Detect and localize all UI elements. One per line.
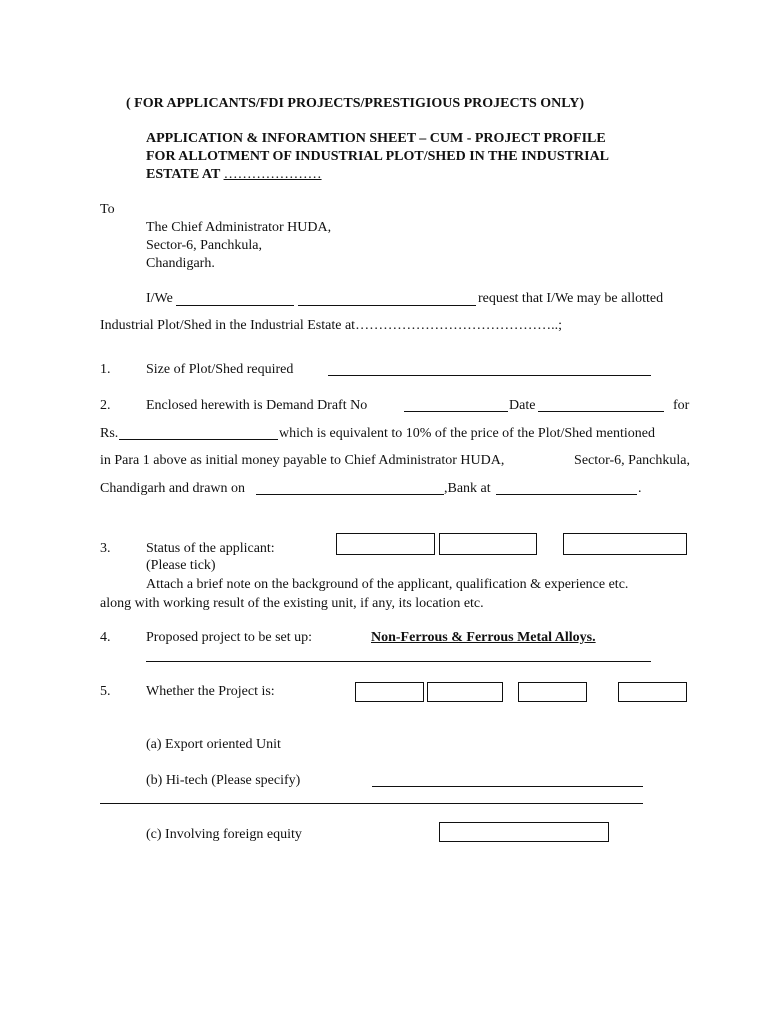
item-2-para-line	[100, 452, 690, 470]
hi-tech-specify-field[interactable]	[372, 786, 643, 787]
item-3-tick-note: (Please tick)	[146, 558, 216, 573]
item-2-date-label: Date	[509, 398, 536, 413]
item-2-drawn-on: Chandigarh and drawn on	[100, 481, 246, 496]
proposed-project-value: Non-Ferrous & Ferrous Metal Alloys.	[371, 630, 596, 645]
name-field-1[interactable]	[176, 305, 294, 306]
address-line-1: The Chief Administrator HUDA,	[146, 220, 332, 235]
request-line-2: Industrial Plot/Shed in the Industrial Estate at……………………………………..;	[100, 318, 562, 333]
item-2-text-f: in Para 1 above as initial money payable to Chief Administrator HUDA,	[100, 453, 505, 468]
item-5-export-oriented: (a) Export oriented Unit	[146, 737, 281, 752]
item-2-bank-label: ,Bank at	[444, 481, 491, 496]
item-2-text-a: Enclosed herewith is Demand Draft No	[146, 398, 368, 413]
amount-field[interactable]	[119, 439, 278, 440]
item-5-foreign-equity: (c) Involving foreign equity	[146, 827, 302, 842]
item-5-number: 5.	[100, 684, 111, 699]
project-type-checkbox-2[interactable]	[427, 682, 503, 702]
project-type-checkbox-3[interactable]	[518, 682, 587, 702]
title-line-3	[146, 166, 322, 184]
item-2-for: for	[673, 398, 690, 413]
status-checkbox-3[interactable]	[563, 533, 687, 555]
title-line-2: FOR ALLOTMENT OF INDUSTRIAL PLOT/SHED IN THE INDUSTRIAL	[146, 149, 610, 164]
estate-blank[interactable]: …………………	[223, 167, 322, 182]
item-4-number: 4.	[100, 630, 111, 645]
to-label: To	[100, 202, 115, 217]
item-3-number: 3.	[100, 541, 111, 556]
name-field-2[interactable]	[298, 305, 476, 306]
proposed-project-extra-line[interactable]	[146, 661, 651, 662]
address-line-3: Chandigarh.	[146, 256, 215, 271]
bank-field[interactable]	[496, 494, 637, 495]
request-text: request that I/We may be allotted	[478, 291, 664, 306]
item-1-label: Size of Plot/Shed required	[146, 362, 294, 377]
item-2-period: .	[638, 481, 642, 496]
hi-tech-specify-extra-line[interactable]	[100, 803, 643, 804]
date-field[interactable]	[538, 411, 664, 412]
title-line-3-prefix: ESTATE AT	[146, 167, 224, 182]
foreign-equity-field[interactable]	[439, 822, 609, 842]
item-3-label: Status of the applicant:	[146, 541, 275, 556]
item-5-hi-tech: (b) Hi-tech (Please specify)	[146, 773, 301, 788]
item-2-rs-label: Rs.	[100, 426, 119, 441]
item-3-note-1: Attach a brief note on the background of the applicant, qualification & experience etc.	[146, 577, 629, 592]
status-checkbox-2[interactable]	[439, 533, 537, 555]
item-1-number: 1.	[100, 362, 111, 377]
status-checkbox-1[interactable]	[336, 533, 435, 555]
item-3-note-2: along with working result of the existing unit, if any, its location etc.	[100, 596, 484, 611]
project-type-checkbox-4[interactable]	[618, 682, 687, 702]
iwe-label: I/We	[146, 291, 173, 306]
item-2-text-g: Sector-6, Panchkula,	[574, 453, 690, 468]
scope-heading: ( FOR APPLICANTS/FDI PROJECTS/PRESTIGIOUS PROJECTS ONLY)	[126, 96, 585, 111]
demand-draft-no-field[interactable]	[404, 411, 508, 412]
address-line-2: Sector-6, Panchkula,	[146, 238, 262, 253]
plot-size-field[interactable]	[328, 375, 651, 376]
title-line-1: APPLICATION & INFORAMTION SHEET – CUM - PROJECT PROFILE	[146, 131, 606, 146]
item-5-label: Whether the Project is:	[146, 684, 275, 699]
project-type-checkbox-1[interactable]	[355, 682, 424, 702]
item-2-number: 2.	[100, 398, 111, 413]
item-4-label: Proposed project to be set up:	[146, 630, 313, 645]
drawn-on-field[interactable]	[256, 494, 444, 495]
item-2-text-e: which is equivalent to 10% of the price of the Plot/Shed mentioned	[279, 426, 655, 441]
